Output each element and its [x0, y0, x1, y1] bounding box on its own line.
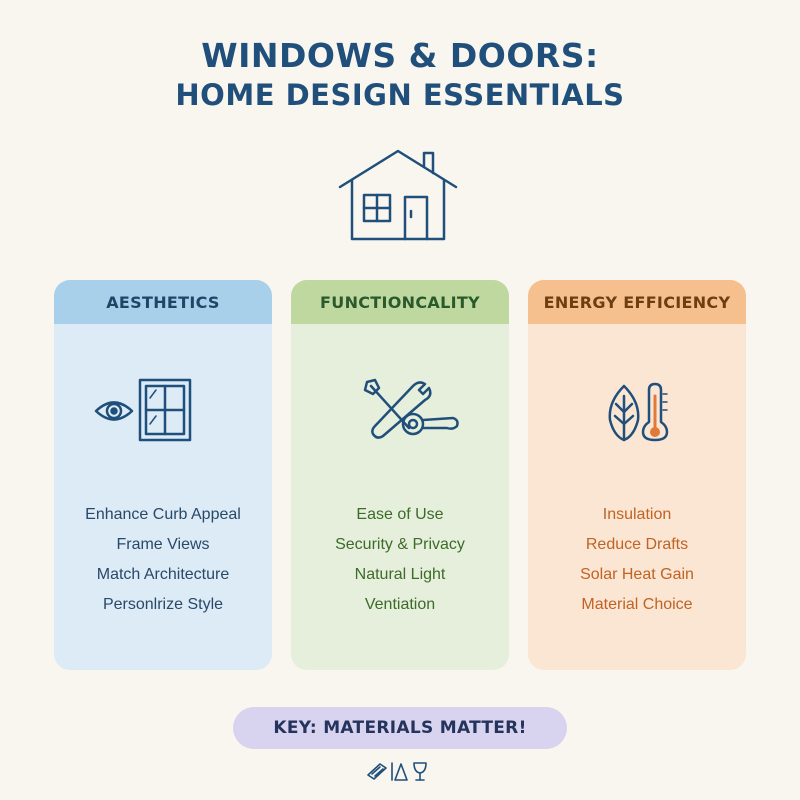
functionality-card [291, 280, 509, 670]
aesthetics-heading: AESTHETICS [54, 280, 272, 324]
list-item: Enhance Curb Appeal [85, 506, 241, 523]
functionality-icons [291, 376, 509, 446]
list-item: Match Architecture [96, 566, 230, 583]
window-icon [140, 380, 190, 440]
house-icon [336, 147, 460, 243]
energy-efficiency-card [528, 280, 746, 670]
list-item: Solar Heat Gain [580, 566, 694, 583]
list-item: Ventiation [364, 596, 436, 613]
energy-efficiency-heading: ENERGY EFFICIENCY [528, 280, 746, 324]
eye-icon [96, 403, 132, 420]
materials-icons [366, 760, 434, 782]
list-item: Material Choice [581, 596, 693, 613]
energy-efficiency-list [528, 500, 746, 620]
thermometer-icon [643, 384, 667, 440]
aesthetics-card [54, 280, 272, 670]
list-item: Frame Views [116, 536, 210, 553]
aesthetics-icons [54, 376, 272, 446]
wood-icon [368, 764, 386, 779]
page-title-line-1: WINDOWS & DOORS: [201, 36, 599, 75]
energy-efficiency-icons [528, 376, 746, 446]
leaf-icon [610, 386, 638, 440]
aesthetics-list [54, 500, 272, 620]
functionality-heading: FUNCTIONCALITY [291, 280, 509, 324]
list-item: Reduce Drafts [585, 536, 689, 553]
list-item: Ease of Use [356, 506, 444, 523]
door-handle-icon [403, 414, 458, 434]
list-item: Insulation [602, 506, 672, 523]
list-item: Security & Privacy [335, 536, 465, 553]
list-item: Personlrize Style [102, 596, 224, 613]
page-title-line-2: HOME DESIGN ESSENTIALS [175, 78, 625, 112]
functionality-list [291, 500, 509, 620]
list-item: Natural Light [354, 566, 446, 583]
glass-icon [414, 763, 426, 780]
metal-icon [392, 763, 407, 780]
key-banner: KEY: MATERIALS MATTER! [233, 707, 567, 749]
